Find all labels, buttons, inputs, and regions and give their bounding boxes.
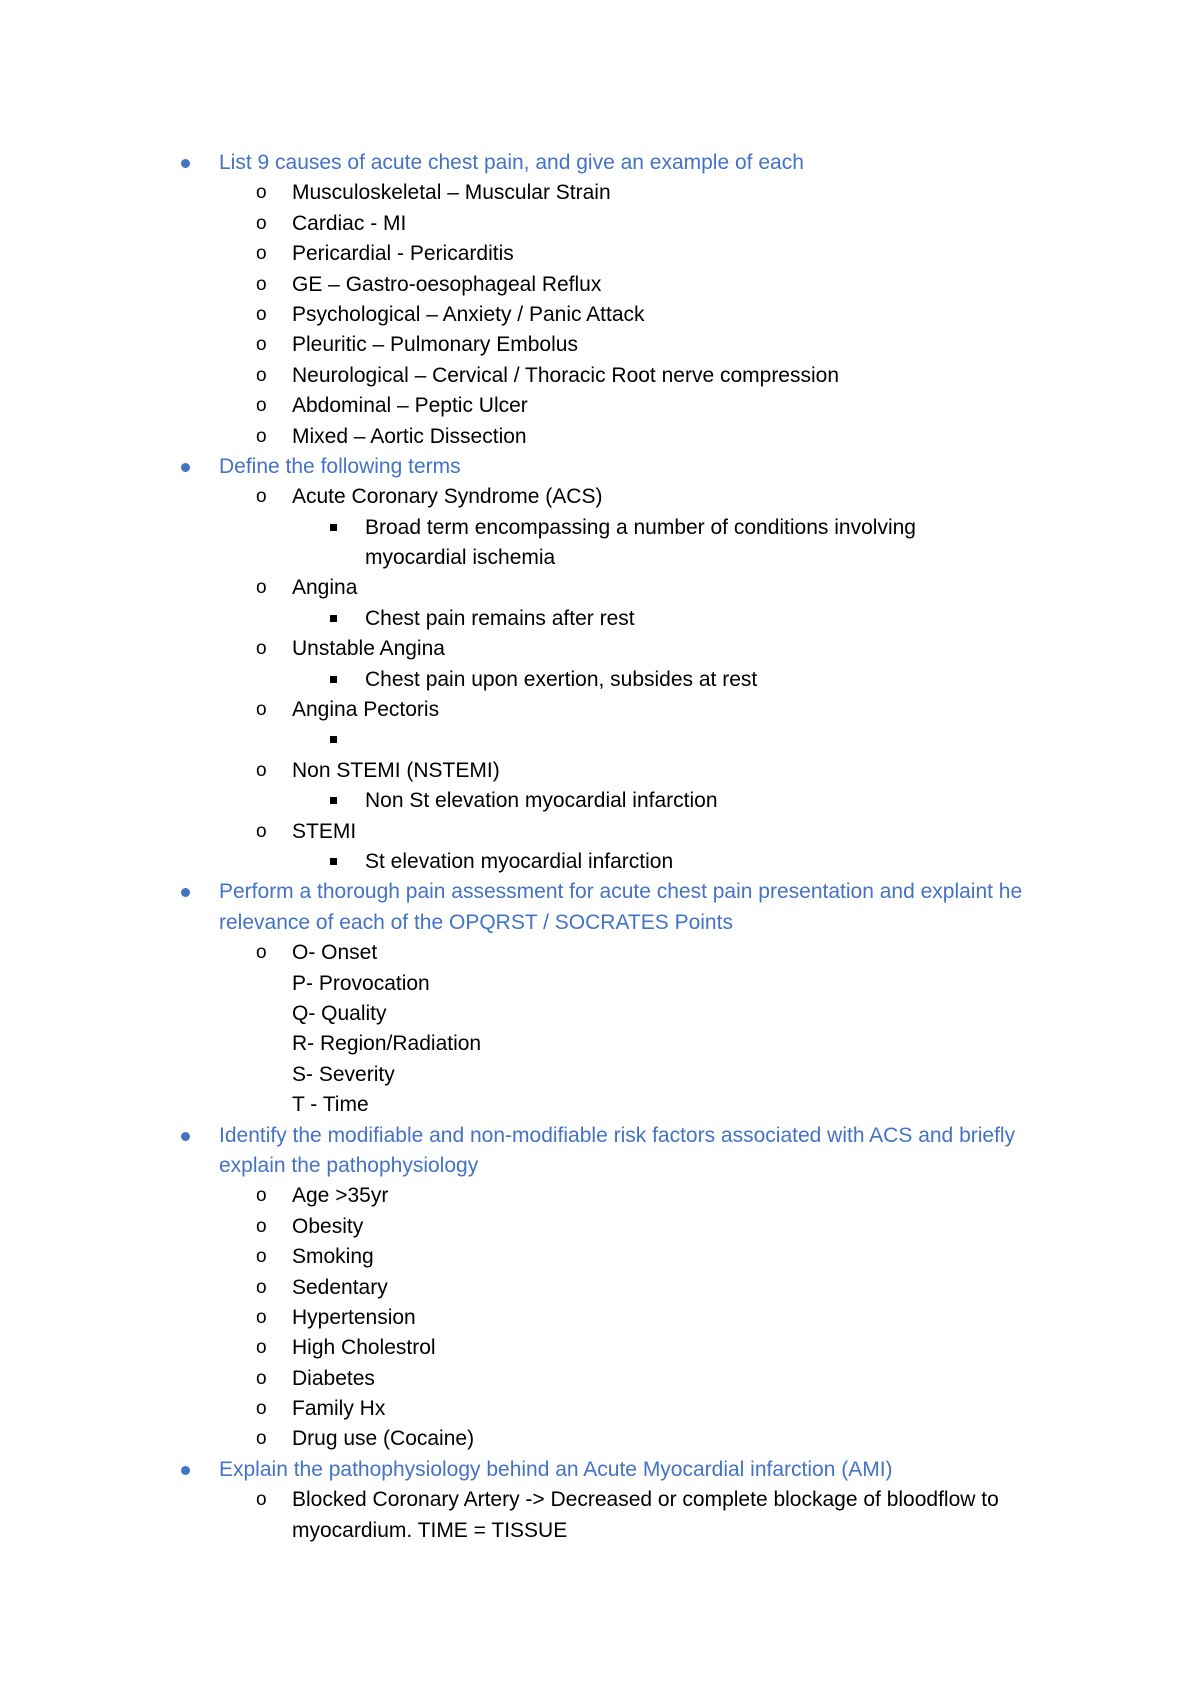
continuation-line: R- Region/Radiation	[292, 1032, 482, 1056]
circle-bullet-icon: o	[256, 759, 267, 781]
list-item-text: Neurological – Cervical / Thoracic Root nerve compression	[292, 363, 840, 387]
list-item-text: Psychological – Anxiety / Panic Attack	[292, 302, 645, 326]
list-item-text: Obesity	[292, 1214, 364, 1238]
list-item-text: GE – Gastro-oesophageal Reflux	[292, 272, 602, 296]
continuation-line: Q- Quality	[292, 1001, 387, 1025]
circle-bullet-icon: o	[256, 820, 267, 842]
circle-bullet-icon: o	[256, 395, 267, 417]
circle-bullet-icon: o	[256, 1215, 267, 1237]
circle-bullet-icon: o	[256, 1367, 267, 1389]
definition-item	[0, 786, 965, 816]
list-item	[0, 361, 1052, 391]
circle-bullet-icon: o	[256, 1398, 267, 1420]
list-item	[0, 1364, 1052, 1394]
continuation-line: P- Provocation	[292, 971, 430, 995]
definition-text: Broad term encompassing a number of conditions involving myocardial ischemia	[365, 515, 916, 570]
bullet-dot-icon	[181, 463, 190, 472]
definition-item	[0, 725, 965, 755]
circle-bullet-icon: o	[256, 577, 267, 599]
list-item-text: Sedentary	[292, 1275, 388, 1299]
circle-bullet-icon: o	[256, 1276, 267, 1298]
term-text: Angina Pectoris	[292, 698, 440, 722]
circle-bullet-icon: o	[256, 334, 267, 356]
list-item	[0, 300, 1052, 330]
square-bullet-icon	[330, 736, 337, 743]
circle-bullet-icon: o	[256, 486, 267, 508]
list-item	[0, 1181, 1052, 1211]
square-bullet-icon	[330, 615, 337, 622]
list-item-text: Mixed – Aortic Dissection	[292, 424, 527, 448]
definition-item	[0, 604, 965, 634]
circle-bullet-icon: o	[256, 212, 267, 234]
list-item-text: Diabetes	[292, 1366, 375, 1390]
question-heading	[0, 1121, 1049, 1182]
term-text: Acute Coronary Syndrome (ACS)	[292, 485, 603, 509]
term-item	[0, 634, 1052, 664]
term-item	[0, 573, 1052, 603]
list-item-text: O- Onset	[292, 941, 378, 965]
term-item	[0, 695, 1052, 725]
question-text: Explain the pathophysiology behind an Acute Myocardial infarction (AMI)	[219, 1457, 893, 1481]
list-item-text: Family Hx	[292, 1397, 386, 1421]
document-content	[0, 148, 1200, 1546]
definition-text: Chest pain upon exertion, subsides at rest	[365, 667, 758, 691]
question-text: Perform a thorough pain assessment for acute chest pain presentation and explaint he relevance of each of the OPQRST / SOCRATES Points	[219, 880, 1023, 934]
circle-bullet-icon: o	[256, 1428, 267, 1450]
square-bullet-icon	[330, 676, 337, 683]
list-item-text: Age >35yr	[292, 1184, 389, 1208]
circle-bullet-icon: o	[256, 1306, 267, 1328]
continuation-line: S- Severity	[292, 1062, 395, 1086]
list-item-text: Pleuritic – Pulmonary Embolus	[292, 333, 578, 357]
term-item	[0, 482, 1052, 512]
list-item	[0, 1394, 1052, 1424]
bullet-dot-icon	[181, 888, 190, 897]
list-item-text: Blocked Coronary Artery -> Decreased or complete blockage of bloodflow to myocardium. TIME = TISSUE	[292, 1488, 999, 1542]
question-heading	[0, 452, 1049, 482]
circle-bullet-icon: o	[256, 1489, 267, 1511]
square-bullet-icon	[330, 524, 337, 531]
term-item	[0, 817, 1052, 847]
continuation-line: T - Time	[292, 1093, 369, 1117]
definition-text: Chest pain remains after rest	[365, 606, 635, 630]
bullet-dot-icon	[181, 159, 190, 168]
question-heading	[0, 148, 1049, 178]
list-item-text: Pericardial - Pericarditis	[292, 242, 514, 266]
list-item	[0, 1485, 1052, 1546]
list-item-text: Smoking	[292, 1245, 374, 1269]
circle-bullet-icon: o	[256, 243, 267, 265]
question-heading	[0, 877, 1049, 938]
circle-bullet-icon: o	[256, 303, 267, 325]
list-item	[0, 1242, 1052, 1272]
term-text: Unstable Angina	[292, 637, 445, 661]
definition-item	[0, 665, 965, 695]
list-item-text: Musculoskeletal – Muscular Strain	[292, 181, 611, 205]
list-item	[0, 391, 1052, 421]
list-item-text: High Cholestrol	[292, 1336, 436, 1360]
list-item	[0, 209, 1052, 239]
circle-bullet-icon: o	[256, 638, 267, 660]
list-item	[0, 1273, 1052, 1303]
list-item	[0, 1333, 1052, 1363]
list-item	[0, 422, 1052, 452]
term-text: Non STEMI (NSTEMI)	[292, 758, 500, 782]
circle-bullet-icon: o	[256, 425, 267, 447]
circle-bullet-icon: o	[256, 182, 267, 204]
circle-bullet-icon: o	[256, 699, 267, 721]
circle-bullet-icon: o	[256, 273, 267, 295]
question-text: Identify the modifiable and non-modifiable risk factors associated with ACS and briefly explain the pathophysiology	[219, 1123, 1016, 1177]
circle-bullet-icon: o	[256, 1246, 267, 1268]
term-item	[0, 756, 1052, 786]
bullet-dot-icon	[181, 1466, 190, 1475]
list-item-text: Hypertension	[292, 1305, 416, 1329]
circle-bullet-icon: o	[256, 364, 267, 386]
list-item	[0, 938, 1052, 968]
circle-bullet-icon: o	[256, 1185, 267, 1207]
list-item	[0, 270, 1052, 300]
list-item	[0, 1303, 1052, 1333]
list-item	[0, 239, 1052, 269]
square-bullet-icon	[330, 797, 337, 804]
square-bullet-icon	[330, 858, 337, 865]
term-text: STEMI	[292, 819, 357, 843]
definition-item	[0, 847, 965, 877]
definition-item	[0, 513, 965, 574]
term-text: Angina	[292, 576, 358, 600]
question-text: Define the following terms	[219, 454, 461, 478]
list-item	[0, 1212, 1052, 1242]
question-heading	[0, 1455, 1049, 1485]
circle-bullet-icon: o	[256, 942, 267, 964]
definition-text: Non St elevation myocardial infarction	[365, 789, 718, 813]
list-item	[0, 330, 1052, 360]
list-item-text: Drug use (Cocaine)	[292, 1427, 475, 1451]
list-item	[0, 178, 1052, 208]
list-item-text: Cardiac - MI	[292, 211, 407, 235]
definition-text: St elevation myocardial infarction	[365, 850, 674, 873]
circle-bullet-icon: o	[256, 1337, 267, 1359]
list-item	[0, 1424, 1052, 1454]
list-item-text: Abdominal – Peptic Ulcer	[292, 394, 528, 418]
bullet-dot-icon	[181, 1132, 190, 1141]
question-text: List 9 causes of acute chest pain, and give an example of each	[219, 151, 804, 174]
